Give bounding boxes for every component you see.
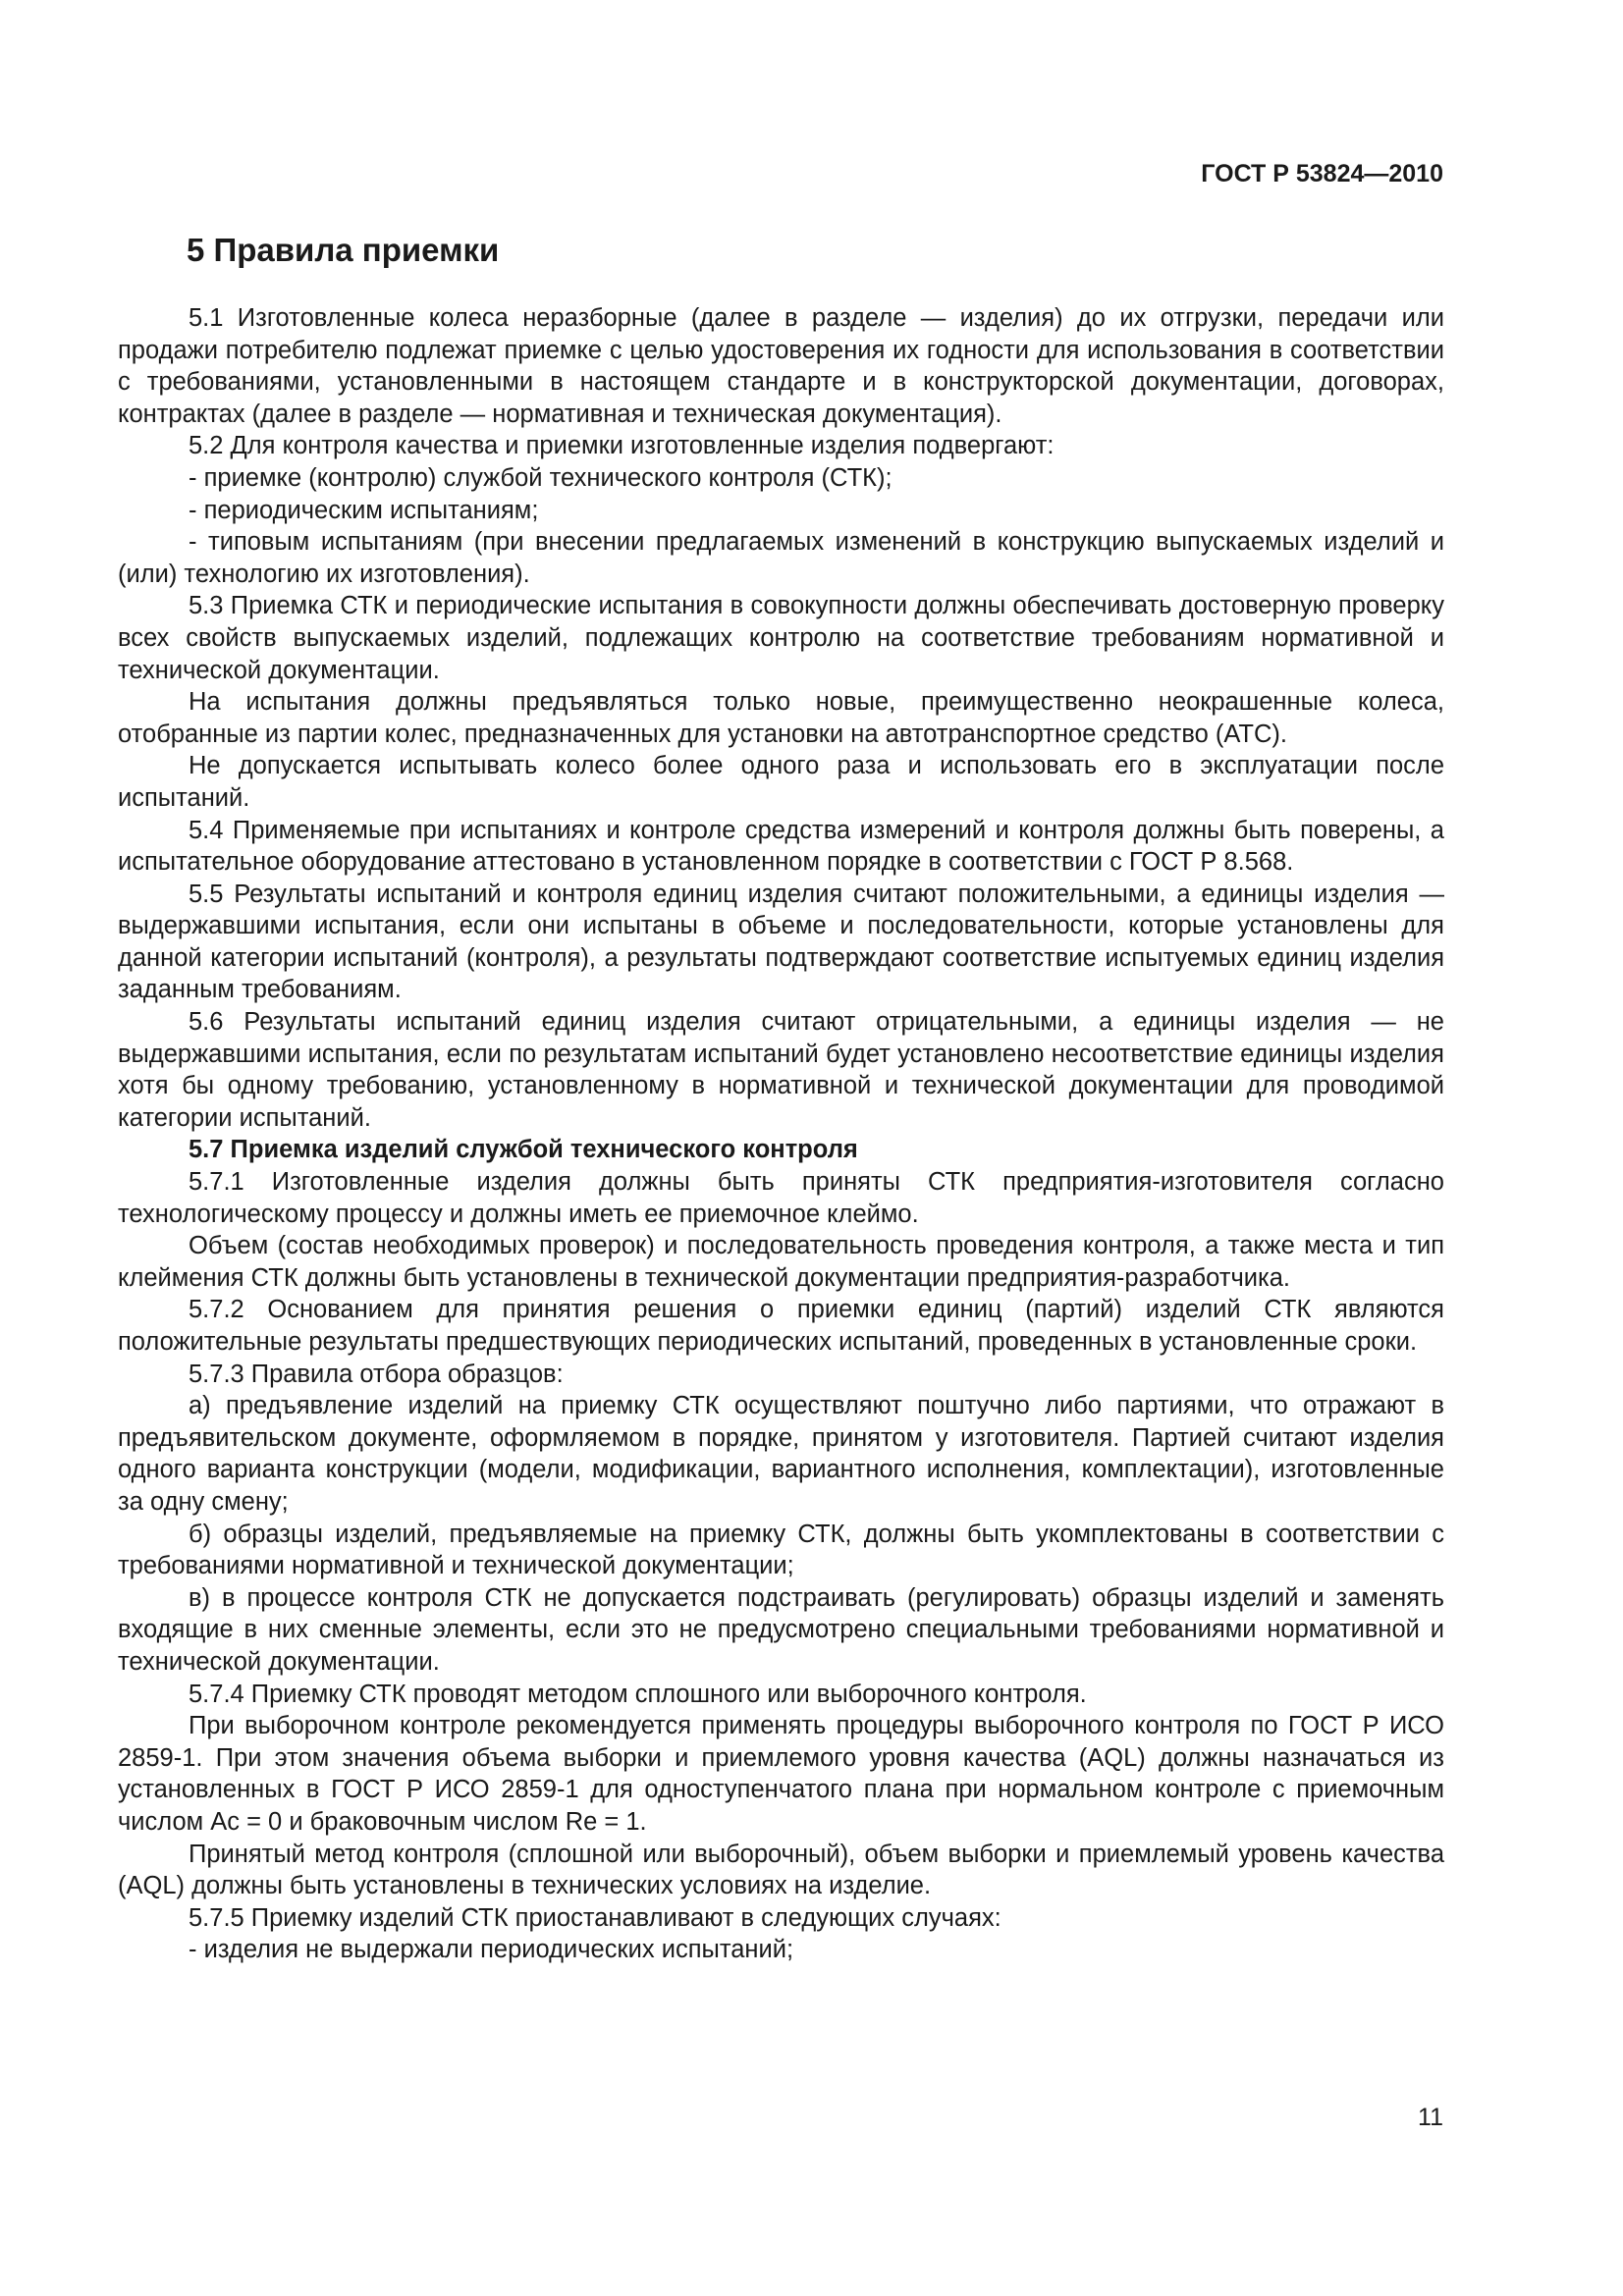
document-body [118, 302, 1444, 1966]
paragraph-p-5-7-5-a: - изделия не выдержали периодических испытаний; [189, 1936, 794, 1964]
doc-code: ГОСТ Р 53824—2010 [1201, 160, 1443, 187]
section-title: 5 Правила приемки [187, 232, 500, 268]
paragraph-p-5-2: 5.2 Для контроля качества и приемки изготовленные изделия подвергают: [189, 432, 1055, 460]
paragraph-p-5-7-1-b: Объем (состав необходимых проверок) и последовательность проведения контроля, а также места и тип клеймения СТК должны быть установлены в технической документации предприятия-разработчика. [118, 1232, 1444, 1292]
paragraph-p-5-7-1: 5.7.1 Изготовленные изделия должны быть приняты СТК предприятия-изготовителя согласно технологическому процессу и должны иметь ее приемочное клеймо. [118, 1168, 1444, 1228]
paragraph-p-5-7-4-b: При выборочном контроле рекомендуется применять процедуры выборочного контроля по ГОСТ Р ИСО 2859-1. При этом значения объема выборки и приемлемого уровня качества (AQL) должны назначаться из установленных в ГОСТ Р ИСО 2859-1 для одноступенчатого плана при нормальном контроле с приемочным числом Ac = 0 и браковочным числом Re = 1. [118, 1712, 1444, 1836]
paragraph-p-5-7-5: 5.7.5 Приемку изделий СТК приостанавливают в следующих случаях: [189, 1903, 1001, 1932]
paragraph-p-5-7-3-a: а) предъявление изделий на приемку СТК осуществляют поштучно либо партиями, что отражают в предъявительском документе, оформляемом в порядке, принятом у изготовителя. Партией считают изделия одного варианта конструкции (модели, модификации, вариантного исполнения, комплектации), изготовленные за одну смену; [118, 1392, 1444, 1516]
paragraph-p-5-7-3-b: б) образцы изделий, предъявляемые на приемку СТК, должны быть укомплектованы в соответствии с требованиями нормативной и технической документации; [118, 1520, 1444, 1580]
paragraph-p-5-2-a: - приемке (контролю) службой технического контроля (СТК); [189, 463, 893, 492]
paragraph-p-5-4: 5.4 Применяемые при испытаниях и контроле средства измерений и контроля должны быть поверены, а испытательное оборудование аттестовано в установленном порядке в соответствии с ГОСТ Р 8.568. [118, 816, 1444, 877]
paragraph-p-5-7-2: 5.7.2 Основанием для принятия решения о приемки единиц (партий) изделий СТК являются положительные результаты предшествующих периодических испытаний, проведенных в установленные сроки. [118, 1296, 1444, 1356]
paragraph-p-5-3: 5.3 Приемка СТК и периодические испытания в совокупности должны обеспечивать достоверную проверку всех свойств выпускаемых изделий, подлежащих контролю на соответствие требованиям нормативной и технической документации. [118, 592, 1444, 684]
paragraph-p-5-2-b: - периодическим испытаниям; [189, 496, 539, 524]
paragraph-p-5-3-c: Не допускается испытывать колесо более одного раза и использовать его в эксплуатации после испытаний. [118, 752, 1444, 812]
paragraph-p-5-2-c: - типовым испытаниям (при внесении предлагаемых изменений в конструкцию выпускаемых изделий и (или) технологию их изготовления). [118, 528, 1444, 588]
paragraph-p-5-7-4: 5.7.4 Приемку СТК проводят методом сплошного или выборочного контроля. [189, 1680, 1087, 1708]
paragraph-p-5-7-3: 5.7.3 Правила отбора образцов: [189, 1360, 564, 1388]
paragraph-p-5-5: 5.5 Результаты испытаний и контроля единиц изделия считают положительными, а единицы изделия — выдержавшими испытания, если они испытаны в объеме и последовательности, которые установлены для данной категории испытаний (контроля), а результаты подтверждают соответствие испытуемых единиц изделия заданным требованиям. [118, 880, 1444, 1004]
paragraph-p-5-1: 5.1 Изготовленные колеса неразборные (далее в разделе — изделия) до их отгрузки, передачи или продажи потребителю подлежат приемке с целью удостоверения их годности для использования в соответствии с требованиями, установленными в настоящем стандарте и в конструкторской документации, договорах, контрактах (далее в разделе — нормативная и техническая документация). [118, 304, 1444, 428]
paragraph-p-5-7-4-c: Принятый метод контроля (сплошной или выборочный), объем выборки и приемлемый уровень качества (AQL) должны быть установлены в технических условиях на изделие. [118, 1840, 1444, 1900]
paragraph-p-5-7: 5.7 Приемка изделий службой технического контроля [189, 1136, 858, 1164]
paragraph-p-5-7-3-c: в) в процессе контроля СТК не допускается подстраивать (регулировать) образцы изделий и заменять входящие в них сменные элементы, если это не предусмотрено специальными требованиями нормативной и технической документации. [118, 1583, 1444, 1676]
paragraph-p-5-3-b: На испытания должны предъявляться только новые, преимущественно неокрашенные колеса, отобранные из партии колес, предназначенных для установки на автотранспортное средство (АТС). [118, 688, 1444, 748]
paragraph-p-5-6: 5.6 Результаты испытаний единиц изделия считают отрицательными, а единицы изделия — не выдержавшими испытания, если по результатам испытаний будет установлено несоответствие единицы изделия хотя бы одному требованию, установленному в нормативной и технической документации для проводимой категории испытаний. [118, 1008, 1444, 1132]
page-number: 11 [1418, 2104, 1443, 2131]
